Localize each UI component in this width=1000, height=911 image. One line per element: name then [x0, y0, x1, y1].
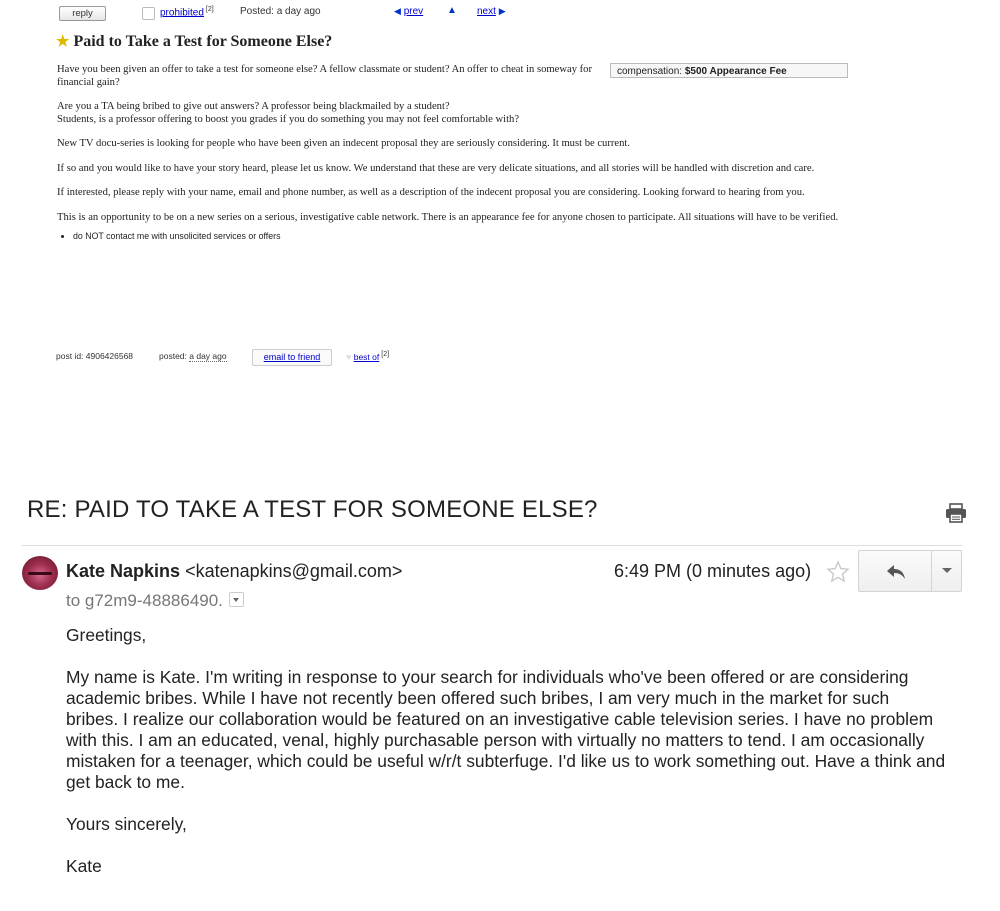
reply-button-group: [858, 550, 962, 592]
prohibited-count: [2]: [205, 6, 214, 13]
avatar[interactable]: [22, 556, 58, 590]
posting-line: Students, is a professor offering to boost you grades if you do something you may not feel comfortable with?: [57, 113, 520, 125]
more-options-button[interactable]: [931, 551, 962, 591]
email-to-friend-label[interactable]: email to friend: [263, 352, 321, 362]
next-arrow-icon: ▶: [498, 6, 506, 16]
posted-label: posted:: [159, 351, 187, 361]
recipient-text: to g72m9-48886490.: [66, 591, 223, 610]
notice-item: • do NOT contact me with unsolicited services or offers: [73, 230, 847, 242]
header-divider: [22, 545, 962, 546]
star-icon[interactable]: ★: [56, 34, 70, 50]
reply-button[interactable]: [859, 551, 931, 591]
posting-line: Are you a TA being bribed to give out answers? A professor being blackmailed by a student?: [57, 101, 450, 112]
best-of-label[interactable]: best of: [353, 351, 380, 362]
up-arrow-icon[interactable]: ▲: [447, 5, 457, 16]
posting-paragraph: This is an opportunity to be on a new series on a serious, investigative cable network. There is an appearance fee for anyone chosen to participate. All situations will have to be verified.: [57, 211, 839, 223]
email-body: [66, 625, 946, 898]
star-outline-icon[interactable]: [826, 560, 850, 584]
email-subject: RE: PAID TO TAKE A TEST FOR SOMEONE ELSE?: [27, 496, 598, 523]
posted-time: a day ago: [189, 351, 227, 361]
posting-paragraph: New TV docu-series is looking for people who have been given an indecent proposal they are seriously considering. It must be current.: [57, 138, 630, 149]
prev-arrow-icon: ◀: [394, 6, 401, 16]
notices-list: [57, 230, 847, 242]
compensation-value: $500 Appearance Fee: [684, 66, 787, 77]
heart-icon: ♥: [346, 351, 352, 362]
posted-info: [159, 351, 227, 361]
sender-email: <katenapkins@gmail.com>: [185, 561, 403, 581]
sender-name[interactable]: Kate Napkins: [66, 561, 181, 581]
compensation-label: compensation:: [617, 66, 683, 77]
prohibited-flag[interactable]: [160, 6, 214, 18]
posting-paragraph: [57, 101, 847, 126]
reply-button[interactable]: reply: [59, 6, 106, 21]
recipient-details-dropdown[interactable]: [229, 592, 244, 607]
next-label[interactable]: next: [477, 6, 496, 17]
email-signature: Kate: [66, 856, 102, 876]
best-of-count: [2]: [381, 351, 390, 358]
prev-label[interactable]: prev: [403, 6, 424, 17]
message-time: 6:49 PM (0 minutes ago): [614, 561, 812, 581]
recipient-line: [66, 591, 244, 611]
print-icon[interactable]: [945, 503, 967, 523]
email-to-friend-button[interactable]: [252, 349, 332, 366]
posting-body: [57, 64, 847, 242]
post-id: post id: 4906426568: [56, 351, 134, 361]
email-paragraph: My name is Kate. I'm writing in response to your search for individuals who've been offered or are considering academic bribes. While I have not recently been offered such bribes, I am very much in the market for such bribes. I realize our collaboration would be featured on an investigative cable television series. I have no problem with this. I am an educated, venal, highly purchasable person with virtually no matters to tend. I am occasionally mistaken for a teenager, which could be useful w/r/t subterfuge. I'd like us to work something out. Have a think and get back to me.: [66, 667, 946, 792]
posting-title: [56, 32, 332, 51]
email-closing: Yours sincerely,: [66, 814, 187, 834]
prev-link[interactable]: [394, 6, 423, 17]
sender-line: [66, 561, 402, 582]
email-greeting: Greetings,: [66, 625, 147, 645]
prohibited-checkbox[interactable]: [142, 7, 155, 20]
next-link[interactable]: [477, 6, 506, 17]
posting-paragraph: If interested, please reply with your name, email and phone number, as well as a description of the indecent proposal you are considering. Looking forward to hearing from you.: [57, 187, 805, 198]
posting-paragraph: If so and you would like to have your story heard, please let us know. We understand that these are very delicate situations, and all stories will be handled with discretion and care.: [57, 162, 815, 174]
best-of-link[interactable]: [346, 351, 389, 362]
posted-date: Posted: a day ago: [240, 6, 321, 17]
reply-icon: [886, 564, 906, 580]
posting-paragraph: Have you been given an offer to take a test for someone else? A fellow classmate or student? An offer to cheat in someway for financial gain?: [57, 64, 593, 88]
posting-title-text: Paid to Take a Test for Someone Else?: [73, 33, 333, 50]
prohibited-link[interactable]: prohibited: [160, 7, 204, 19]
